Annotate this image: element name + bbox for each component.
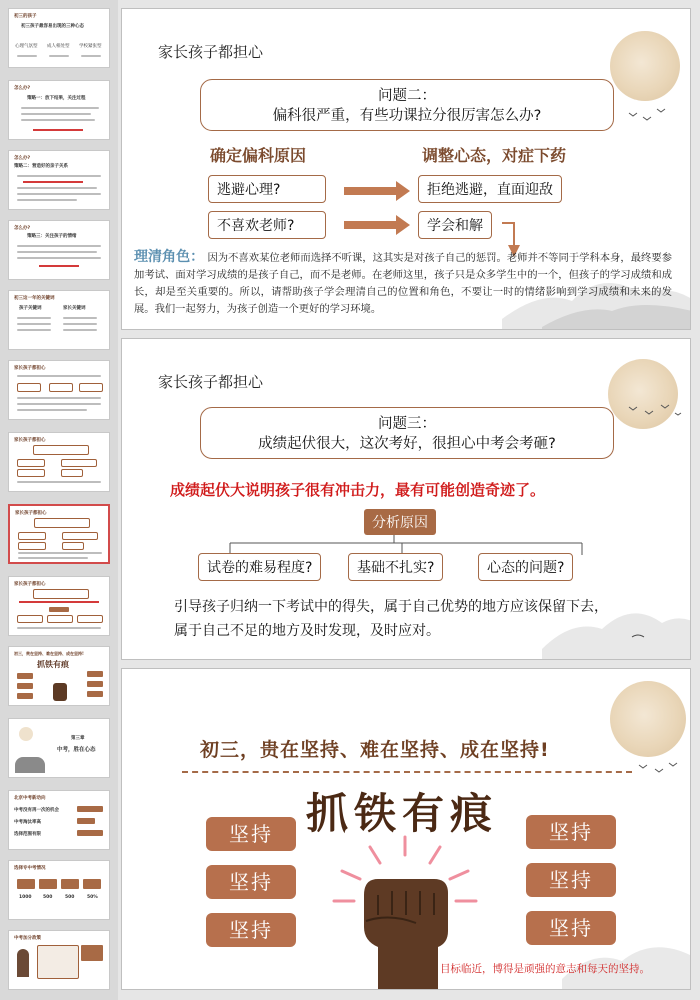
thumb-tag	[61, 879, 79, 889]
thumb-red-line	[33, 129, 83, 131]
thumb-title: 怎么办?	[14, 86, 31, 91]
thumb-line	[63, 329, 97, 331]
thumb-tag	[49, 607, 69, 612]
thumb-left-heading: 孩子关键词	[19, 306, 42, 311]
thumb-line	[17, 481, 101, 483]
thumb-value: 500	[43, 895, 53, 900]
thumb-tag	[17, 673, 33, 679]
thumb-mountain	[15, 757, 45, 773]
thumb-box	[34, 518, 90, 528]
slide-thumbnail-5[interactable]	[8, 290, 110, 350]
thumb-box	[79, 383, 103, 392]
arrow-icon-group	[342, 177, 412, 237]
thumb-title: 初三这一年的关键词	[14, 296, 55, 301]
key-insight-text: 成绩起伏大说明孩子很有冲击力，最有可能创造奇迹了。	[170, 481, 546, 499]
question-box	[200, 407, 614, 459]
thumb-value: 500	[65, 895, 75, 900]
slide-problem-three[interactable]	[121, 338, 691, 660]
thumb-subtitle: 初三孩子最容易出现的三种心态	[21, 24, 84, 29]
thumb-value: 50%	[87, 895, 98, 900]
thumb-box	[18, 532, 46, 540]
thumb-line	[18, 557, 88, 559]
thumb-box	[49, 383, 73, 392]
thumb-title: 初三的孩子	[14, 14, 37, 19]
thumb-red-line	[39, 265, 79, 267]
thumb-item: 中考淘汰率高	[14, 820, 41, 825]
thumb-title: 家长孩子都担心	[14, 438, 46, 443]
thumb-tag	[17, 693, 33, 699]
guide-paragraph: 引导孩子归纳一下考试中的得失，属于自己优势的地方应该保留下去，属于自己不足的地方及时发现，及时应对。	[174, 599, 608, 639]
analyze-tag: 分析原因	[364, 509, 436, 535]
question-label: 问题三：	[378, 416, 436, 432]
slide-thumbnail-10[interactable]	[8, 646, 110, 706]
slide-thumbnail-11[interactable]	[8, 718, 110, 778]
thumb-tag	[87, 691, 103, 697]
thumb-title: 家长孩子都担心	[14, 366, 46, 371]
thumb-line	[21, 107, 99, 109]
thumb-box	[47, 615, 73, 623]
thumb-line	[17, 409, 87, 411]
thumb-tag	[77, 806, 103, 812]
cause-box-2: 不喜欢老师?	[208, 211, 326, 239]
question-text: 偏科很严重，有些功课拉分很厉害怎么办?	[272, 108, 542, 124]
thumb-box	[61, 469, 83, 477]
left-heading: 确定偏科原因	[210, 146, 307, 165]
thumb-subtitle: 策略一：放下结果，关注过程	[27, 96, 86, 101]
thumb-red-line	[19, 601, 99, 603]
thumb-box	[37, 945, 79, 979]
motto-heading: 初三，贵在坚持、难在坚持、成在坚持!	[200, 739, 550, 761]
thumb-title: 家长孩子都担心	[14, 582, 46, 587]
thumb-line	[17, 375, 101, 377]
slide-thumbnail-12[interactable]	[8, 790, 110, 850]
paragraph-text: 因为不喜欢某位老师而选择不听课，这其实是对孩子自己的惩罚。老师并不等同于学科本身，最终要参加考试、面对学习成绩的是孩子自己，而不是老师。在老师这里，孩子只是众多学生中的一个，但孩子的学习成绩和成长，却是至关重要的。所以，请帮助孩子学会理清自己的位置和角色，不要让一时的情绪影响到学习成绩和未来的发展。我们一起努力，为孩子创造一个更好的学习环境。	[134, 252, 673, 315]
thumb-tag	[77, 818, 95, 824]
thumb-line	[21, 113, 91, 115]
thumb-line	[63, 317, 97, 319]
thumb-box	[18, 542, 46, 550]
thumb-line	[17, 397, 101, 399]
persist-stamp: 坚持	[526, 815, 616, 849]
thumb-line	[21, 119, 95, 121]
slide-thumbnail-2[interactable]	[8, 80, 110, 140]
slide-thumbnail-panel[interactable]	[0, 0, 118, 1000]
explanation-paragraph	[134, 249, 672, 318]
persist-stamp: 坚持	[526, 911, 616, 945]
thumb-line	[49, 55, 69, 57]
slide-thumbnail-4[interactable]	[8, 220, 110, 280]
thumb-title: 中考加分政策	[14, 936, 41, 941]
paragraph-lead: 理清角色：	[134, 249, 205, 265]
footnote-text: 目标临近，博得是顽强的意志和每天的坚持。	[440, 963, 650, 975]
slide-problem-two[interactable]	[121, 8, 691, 330]
thumb-box	[17, 383, 41, 392]
thumb-tag	[77, 830, 103, 836]
reason-box-1: 试卷的难易程度?	[198, 553, 321, 581]
thumb-item: 成人相处型	[47, 44, 70, 49]
thumb-line	[17, 317, 51, 319]
thumb-line	[17, 193, 101, 195]
thumb-line	[81, 55, 101, 57]
reason-box-3: 心态的问题?	[478, 553, 573, 581]
persist-stamp: 坚持	[206, 913, 296, 947]
moon-decoration	[610, 681, 686, 757]
thumb-line	[17, 251, 97, 253]
slide-thumbnail-14[interactable]	[8, 930, 110, 990]
reason-box-2: 基础不扎实?	[348, 553, 443, 581]
thumb-tag	[17, 683, 33, 689]
slide-thumbnail-3[interactable]	[8, 150, 110, 210]
right-heading: 调整心态，对症下药	[422, 146, 567, 165]
thumb-chapter-sub: 中考，胜在心态	[57, 747, 96, 753]
slide-thumbnail-6[interactable]	[8, 360, 110, 420]
persist-stamp: 坚持	[526, 863, 616, 897]
thumb-box	[17, 615, 43, 623]
slide-thumbnail-1[interactable]	[8, 8, 110, 68]
thumb-box	[33, 589, 89, 599]
big-title: 抓铁有痕	[306, 789, 499, 838]
thumb-box	[62, 542, 84, 550]
thumb-red-line	[23, 181, 83, 183]
thumb-item: 选择范围有限	[14, 832, 41, 837]
dashed-divider	[182, 771, 632, 773]
thumb-tag	[81, 945, 103, 961]
slide-persistence[interactable]	[121, 668, 691, 990]
birds-decoration	[627, 399, 687, 419]
branch-connector	[222, 535, 602, 555]
thumb-title: 怎么办?	[14, 226, 31, 231]
thumb-line	[17, 175, 101, 177]
thumb-line	[17, 55, 37, 57]
thumb-item: 中考没有再一次的机会	[14, 808, 59, 813]
question-label: 问题二：	[378, 88, 436, 104]
slide-thumbnail-8[interactable]	[8, 504, 110, 564]
thumb-item: 心理气氛型	[15, 44, 38, 49]
birds-decoration	[627, 105, 677, 125]
thumb-right-heading: 家长关键词	[63, 306, 86, 311]
thumb-tag	[17, 879, 35, 889]
thumb-value: 1000	[19, 895, 32, 900]
thumb-title: 选择专中考情况	[14, 866, 46, 871]
cause-box-1: 逃避心理?	[208, 175, 326, 203]
slide-title: 家长孩子都担心	[158, 373, 264, 391]
thumb-line	[18, 552, 102, 554]
thumb-tag	[39, 879, 57, 889]
slide-thumbnail-13[interactable]	[8, 860, 110, 920]
thumb-tag	[87, 671, 103, 677]
thumb-box	[17, 459, 45, 467]
thumb-item: 学校紧张型	[79, 44, 102, 49]
thumb-subtitle: 策略二：营造好的亲子关系	[14, 164, 68, 169]
thumb-line	[63, 323, 97, 325]
thumb-moon	[19, 727, 33, 741]
thumb-box	[77, 615, 103, 623]
thumb-subtitle: 策略三：关注孩子的情绪	[27, 234, 77, 239]
ink-mountain-decoration	[562, 919, 690, 989]
thumb-line	[17, 187, 97, 189]
thumb-big-title: 抓铁有痕	[37, 660, 69, 669]
thumb-line	[17, 627, 101, 629]
thumb-line	[17, 323, 51, 325]
fix-box-1: 拒绝逃避，直面迎敌	[418, 175, 562, 203]
thumb-line	[17, 199, 77, 201]
birds-decoration	[637, 757, 687, 777]
thumb-tag	[87, 681, 103, 687]
thumb-title: 初三，贵在坚持、难在坚持、成在坚持!	[14, 651, 84, 656]
thumb-person	[17, 949, 29, 977]
fix-box-2: 学会和解	[418, 211, 492, 239]
thumb-box	[62, 532, 98, 540]
thumb-title: 家长孩子都担心	[15, 511, 47, 516]
thumb-line	[17, 245, 101, 247]
thumb-line	[17, 403, 101, 405]
thumb-box	[17, 469, 45, 477]
persist-stamp: 坚持	[206, 817, 296, 851]
question-box	[200, 79, 614, 131]
thumb-box	[61, 459, 97, 467]
thumb-box	[33, 445, 89, 455]
question-text: 成绩起伏很大，这次考好，很担心中考会考砸?	[258, 436, 556, 452]
moon-decoration	[610, 31, 680, 101]
thumb-chapter: 第三章	[71, 736, 85, 741]
slide-title: 家长孩子都担心	[158, 43, 264, 61]
thumb-line	[17, 329, 51, 331]
thumb-fist	[53, 683, 67, 701]
persist-stamp: 坚持	[206, 865, 296, 899]
slide-thumbnail-7[interactable]	[8, 432, 110, 492]
thumb-title: 怎么办?	[14, 156, 31, 161]
thumb-title: 北京中考新动向	[14, 796, 46, 801]
thumb-line	[17, 257, 101, 259]
slide-thumbnail-9[interactable]	[8, 576, 110, 636]
thumb-tag	[83, 879, 101, 889]
